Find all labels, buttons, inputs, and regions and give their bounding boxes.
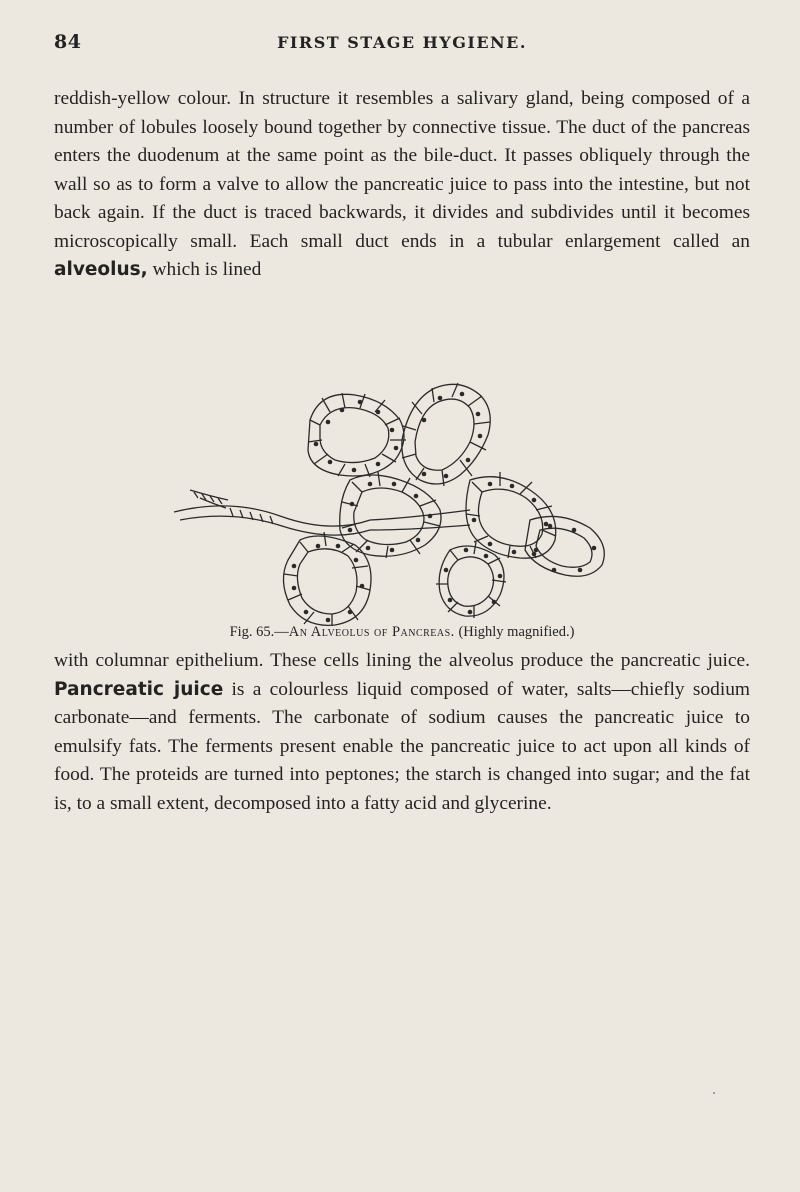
term-alveolus: alveolus, (54, 259, 148, 280)
paper-speck (713, 1092, 715, 1094)
paragraph-2-text: is a colourless liquid composed of water, salts—chiefly sodium carbonate—and ferments. The carbonate of sodium causes the pancreatic juice to emulsify fats. The ferments present enable the pancreatic juice to act upon all kinds of food. The proteids are turned into peptones; the starch is changed into sugar; and the fat is, to a small extent, decomposed into a fatty acid and glycerine. (54, 678, 751, 814)
caption-figure-number: Fig. 65.— (229, 624, 289, 640)
running-title: FIRST STAGE HYGIENE. (277, 33, 527, 52)
figure-caption (54, 624, 750, 641)
caption-note: (Highly magnified.) (454, 624, 575, 640)
paragraph-1-text: reddish-yellow colour. In structure it resembles a salivary gland, being composed of a number of lobules loosely bound together by connective tissue. The duct of the pancreas enters the duodenum at the same point as the bile-duct. It passes obliquely through the wall so as to form a valve to allow the pancreatic juice to pass into the intestine, but not back again. If the duct is traced backwards, it divides and subdivides until it becomes microscopically small. Each small duct ends in a tubular enlargement called an (54, 88, 750, 252)
paragraph-1-text-end: which is lined (147, 259, 262, 280)
paragraph-2-text-start: with columnar epithelium. These cells lining the alveolus produce the pancreatic juice. (54, 650, 750, 671)
page-header (54, 31, 750, 57)
caption-title: An Alveolus of Pancreas. (288, 624, 455, 640)
body-paragraph-2 (54, 647, 750, 818)
term-pancreatic-juice: Pancreatic juice (54, 678, 224, 700)
pancreas-alveolus-illustration (170, 380, 610, 630)
page-number: 84 (54, 31, 82, 53)
body-paragraph-1 (54, 85, 750, 285)
